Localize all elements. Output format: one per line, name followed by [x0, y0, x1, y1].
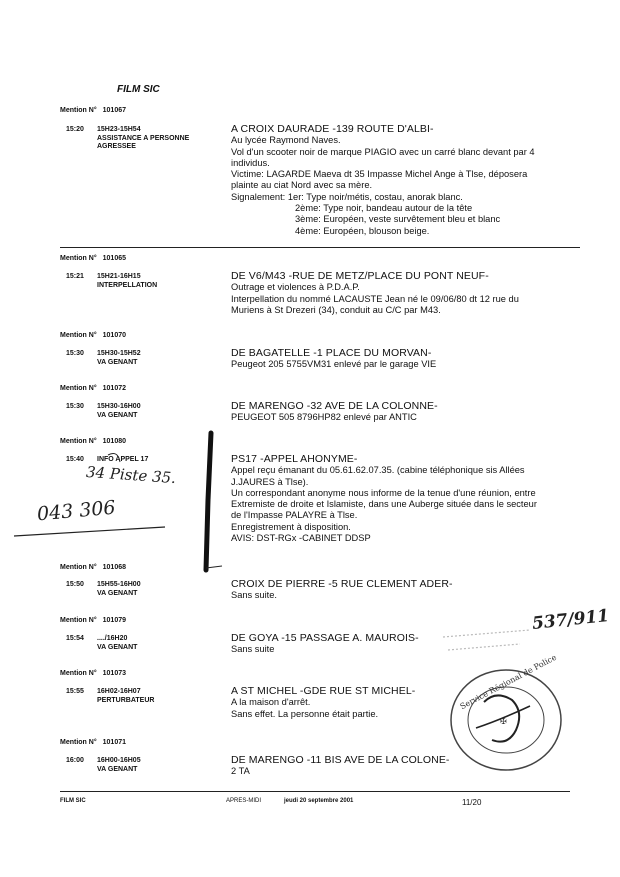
- entry-codes: 15H23-15H54 ASSISTANCE A PERSONNE AGRESSEE: [97, 126, 190, 150]
- svg-text:✠: ✠: [500, 717, 507, 726]
- page-title: FILM SIC: [117, 84, 160, 95]
- entry-description: DE MARENGO -11 BIS AVE DE LA COLONE- 2 TA: [231, 754, 450, 777]
- entry-time: 15:20: [66, 126, 84, 133]
- mention-number: Mention N° 101080: [60, 438, 126, 445]
- handwritten-underline: [14, 527, 165, 536]
- footer-period: APRES-MIDI: [226, 798, 262, 804]
- mention-number: Mention N° 101072: [60, 385, 126, 392]
- entry-codes: 16H02-16H07 PERTURBATEUR: [97, 688, 155, 704]
- entry-time: 16:00: [66, 757, 84, 764]
- entry-time: 15:55: [66, 688, 84, 695]
- entry-time: 15:40: [66, 456, 84, 463]
- margin-bar: [206, 433, 211, 570]
- mention-number: Mention N° 101071: [60, 739, 126, 746]
- entry-time: 15:50: [66, 581, 84, 588]
- bracket-mark: [108, 454, 120, 462]
- mention-number: Mention N° 101070: [60, 332, 126, 339]
- mention-number: Mention N° 101065: [60, 255, 126, 262]
- official-stamp: [451, 653, 561, 770]
- footer-date: jeudi 20 septembre 2001: [284, 798, 354, 804]
- entry-description: A CROIX DAURADE -139 ROUTE D'ALBI- Au lycée Raymond Naves. Vol d'un scooter noir de marque PIAGIO avec un carré blanc devant par 4 individus. Victime: LAGARDE Maeva dt 35 Impasse Michel Ange à Tlse, déposera plainte au ciat Nord avec sa mère. Signalement: 1er: Type noir/métis, costau, anorak blanc. 2ème: Type noir, bandeau autour de la tête 3ème: Européen, veste survêtement bleu et blanc 4ème: Européen, blouson beige.: [231, 123, 535, 236]
- handwritten-reference: 537/911: [531, 606, 611, 634]
- entry-codes: 15H21-16H15 INTERPELLATION: [97, 273, 158, 289]
- handwritten-note: 34 Piste 35.: [85, 462, 177, 488]
- stamp-text: Service Régional de Police: [458, 652, 558, 712]
- entry-codes: 16H00-16H05 VA GENANT: [97, 757, 141, 773]
- entry-description: DE MARENGO -32 AVE DE LA COLONNE- PEUGEOT 505 8796HP82 enlevé par ANTIC: [231, 400, 438, 423]
- entry-description: PS17 -APPEL AHONYME- Appel reçu émanant du 05.61.62.07.35. (cabine téléphonique sis Allées J.JAURES à Tlse). Un correspondant anonyme nous informe de la tenue d'une réunion, entre Extremiste de droite et Islamiste, dans une Auberge située dans le secteur de l'Impasse PALAYRE à Tlse. Enregistrement à disposition. AVIS: DST-RGx -CABINET DDSP: [231, 453, 537, 544]
- mention-number: Mention N° 101079: [60, 617, 126, 624]
- entry-codes: 15H30-16H00 VA GENANT: [97, 403, 141, 419]
- entry-time: 15:21: [66, 273, 84, 280]
- entry-time: 15:30: [66, 403, 84, 410]
- entry-time: 15:54: [66, 635, 84, 642]
- mention-number: Mention N° 101068: [60, 564, 126, 571]
- entry-description: DE GOYA -15 PASSAGE A. MAUROIS- Sans suite: [231, 632, 419, 655]
- entry-codes: 15H55-16H00 VA GENANT: [97, 581, 141, 597]
- entry-codes: ..../16H20 VA GENANT: [97, 635, 138, 651]
- entry-codes: 15H30-15H52 VA GENANT: [97, 350, 141, 366]
- entry-description: DE V6/M43 -RUE DE METZ/PLACE DU PONT NEUF- Outrage et violences à P.D.A.P. Interpellation du nommé LACAUSTE Jean né le 09/06/80 dt 12 rue du Muriens à St Drezeri (34), conduit au C/C par M43.: [231, 270, 519, 315]
- entry-time: 15:30: [66, 350, 84, 357]
- faded-stamp-text: [443, 630, 530, 650]
- mention-number: Mention N° 101073: [60, 670, 126, 677]
- entry-codes: INFO APPEL 17: [97, 456, 149, 463]
- entry-description: A ST MICHEL -GDE RUE ST MICHEL- A la maison d'arrêt. Sans effet. La personne était partie.: [231, 685, 416, 719]
- handwritten-number: 043 306: [36, 496, 117, 526]
- entry-description: CROIX DE PIERRE -5 RUE CLEMENT ADER- Sans suite.: [231, 578, 453, 601]
- entry-description: DE BAGATELLE -1 PLACE DU MORVAN- Peugeot 205 5755VM31 enlevé par le garage VIE: [231, 347, 437, 370]
- footer-title: FILM SIC: [60, 798, 86, 804]
- mention-number: Mention N° 101067: [60, 107, 126, 114]
- page-number: 11/20: [462, 798, 482, 807]
